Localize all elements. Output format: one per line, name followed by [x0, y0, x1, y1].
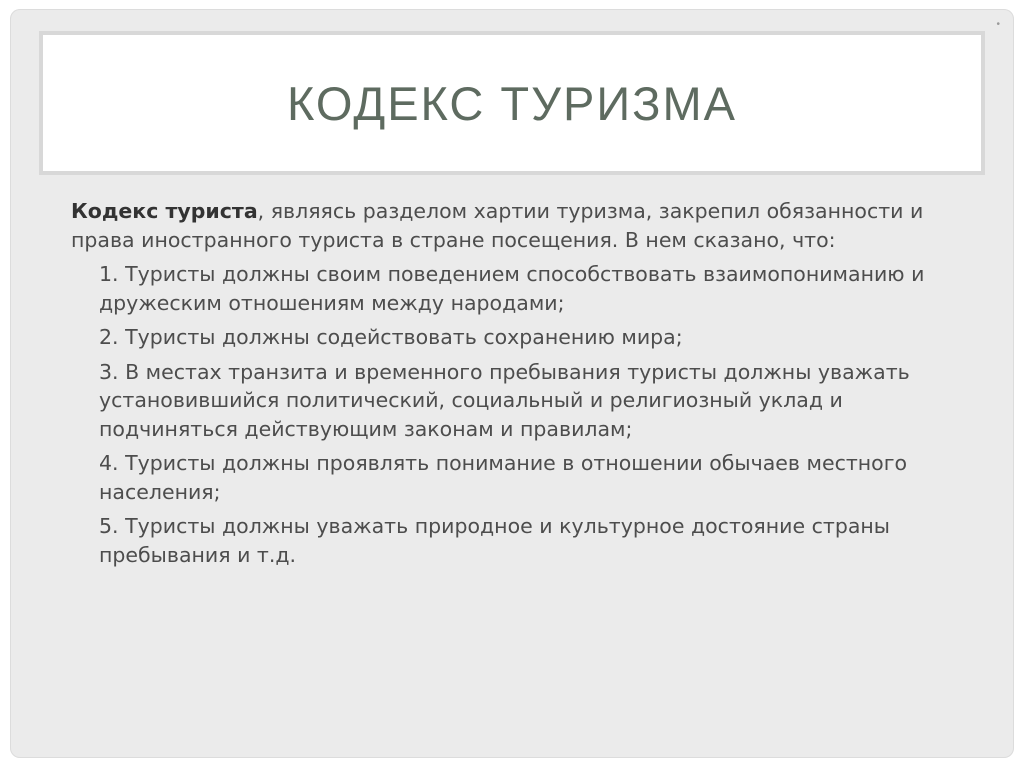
list-item: 2. Туристы должны содействовать сохранению мира;	[99, 325, 683, 349]
slide-number: •	[996, 19, 1000, 30]
list-item: 4. Туристы должны проявлять понимание в отношении обычаев местного населения;	[99, 451, 908, 504]
intro-rest: , являясь разделом хартии туризма, закрепил обязанности и права иностранного туриста в стране посещения. В нем сказано, что:	[71, 199, 924, 252]
title-box	[39, 31, 985, 175]
slide	[10, 9, 1014, 758]
list-item: 5. Туристы должны уважать природное и культурное достояние страны пребывания и т.д.	[99, 514, 890, 567]
intro-lead: Кодекс туриста	[71, 199, 258, 223]
rules-list	[71, 260, 971, 569]
list-item: 3. В местах транзита и временного пребывания туристы должны уважать установившийся политический, социальный и религиозный уклад и подчиняться действующим законам и правилам;	[99, 359, 910, 441]
intro-paragraph	[71, 197, 971, 254]
slide-title: КОДЕКС ТУРИЗМА	[287, 76, 737, 130]
slide-body	[71, 197, 971, 575]
list-item: 1. Туристы должны своим поведением способствовать взаимопониманию и дружеским отношениям между народами;	[99, 262, 925, 315]
